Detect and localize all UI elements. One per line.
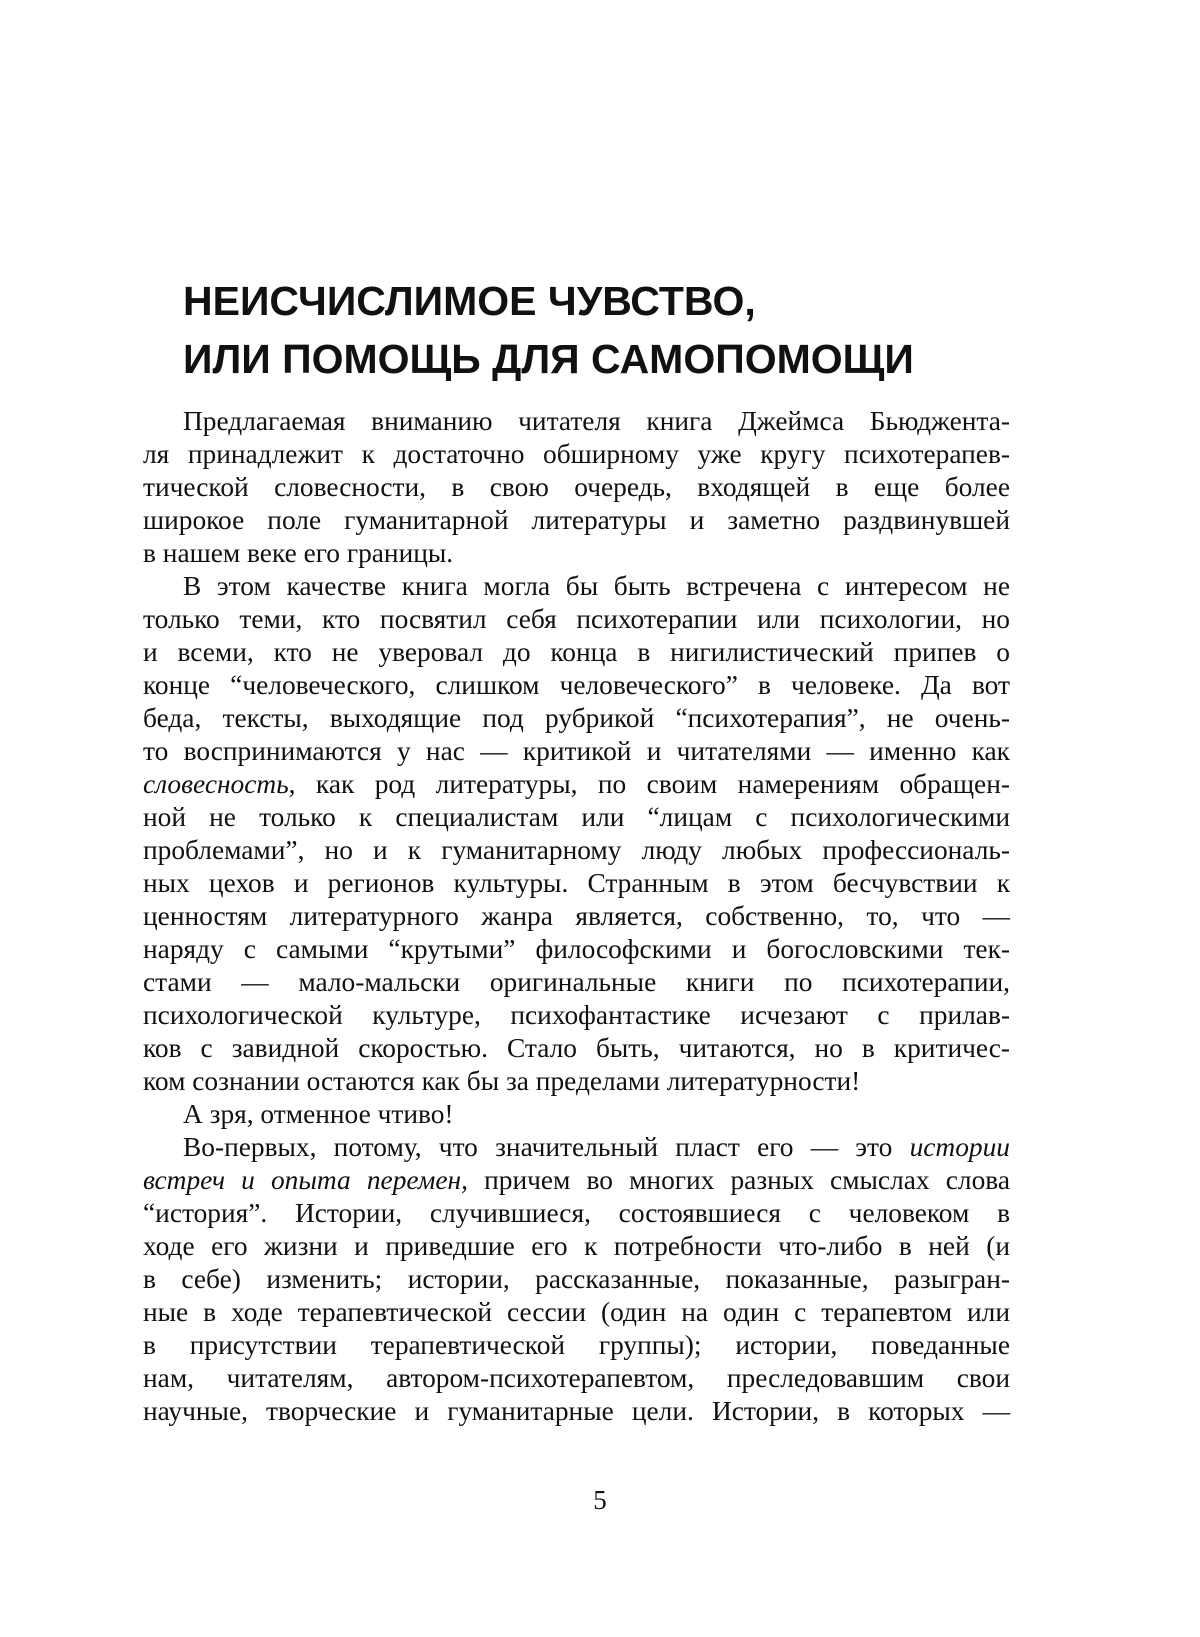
chapter-heading [183, 272, 1043, 388]
text-line: то воспринимаются у нас — критикой и читателями — именно как [143, 736, 1010, 766]
text-line: проблемами”, но и к гуманитарному люду любых профессиональ- [143, 835, 1010, 865]
text-line: и всеми, кто не уверовал до конца в нигилистический припев о [143, 637, 1010, 667]
text-line-mixed [143, 1131, 1010, 1164]
italic-phrase: истории [909, 1132, 1010, 1162]
text-line: ные в ходе терапевтической сессии (один на один с терапевтом или [143, 1297, 1010, 1327]
text-line: тической словесности, в свою очередь, входящей в еще более [143, 472, 1010, 502]
text-line: Предлагаемая вниманию читателя книга Джеймса Бьюджента- [183, 406, 1010, 436]
text-line: в себе) изменить; истории, рассказанные, показанные, разыгран- [143, 1264, 1010, 1294]
body-text [143, 405, 1010, 1428]
text-line: в нашем веке его границы. [143, 538, 454, 568]
text-line: психологической культуре, психофантастике исчезают с прилав- [143, 1000, 1010, 1030]
text-line: ной не только к специалистам или “лицам с психологическими [143, 802, 1010, 832]
text-line: наряду с самыми “крутыми” философскими и богословскими тек- [143, 934, 1010, 964]
chapter-heading-line-2: ИЛИ ПОМОЩЬ ДЛЯ САМОПОМОЩИ [183, 336, 914, 382]
text-line: беда, тексты, выходящие под рубрикой “психотерапия”, не очень- [143, 703, 1010, 733]
text-line: В этом качестве книга могла бы быть встречена с интересом не [183, 571, 1010, 601]
text-fragment: причем во многих разных смыслах слова [467, 1165, 1010, 1195]
page-number: 5 [593, 1485, 607, 1515]
text-line: “история”. Истории, случившиеся, состоявшиеся с человеком в [143, 1198, 1010, 1228]
text-line: нам, читателям, автором-психотерапевтом, преследовавшим свои [143, 1363, 1010, 1393]
italic-word: словесность [143, 769, 289, 799]
text-line-mixed [143, 768, 1010, 801]
text-line: ком сознании остаются как бы за пределами литературности! [143, 1066, 861, 1096]
text-line: ля принадлежит к достаточно обширному уже кругу психотерапев- [143, 439, 1010, 469]
text-line: ных цехов и регионов культуры. Странным в этом бесчувствии к [143, 868, 1010, 898]
text-line: ков с завидной скоростью. Стало быть, читаются, но в критичес- [143, 1033, 1010, 1063]
text-fragment: , как род литературы, по своим намерениям обращен- [288, 769, 1010, 799]
text-line: стами — мало-мальски оригинальные книги по психотерапии, [143, 967, 1010, 997]
text-line: А зря, отменное чтиво! [183, 1099, 454, 1129]
text-line: конце “человеческого, слишком человеческого” в человеке. Да вот [143, 670, 1010, 700]
text-line: только теми, кто посвятил себя психотерапии или психологии, но [143, 604, 1010, 634]
text-line: ценностям литературного жанра является, собственно, то, что — [143, 901, 1010, 931]
text-fragment: Во-первых, потому, что значительный пласт его — это [183, 1132, 910, 1162]
text-line: ходе его жизни и приведшие его к потребности что-либо в ней (и [143, 1231, 1010, 1261]
text-line: широкое поле гуманитарной литературы и заметно раздвинувшей [143, 505, 1010, 535]
text-line-mixed [143, 1164, 1010, 1197]
italic-phrase: встреч и опыта перемен, [143, 1165, 468, 1195]
chapter-heading-line-1: НЕИСЧИСЛИМОЕ ЧУВСТВО, [183, 278, 756, 324]
text-line: в присутствии терапевтической группы); истории, поведанные [143, 1330, 1010, 1360]
text-line: научные, творческие и гуманитарные цели. Истории, в которых — [143, 1396, 1010, 1426]
